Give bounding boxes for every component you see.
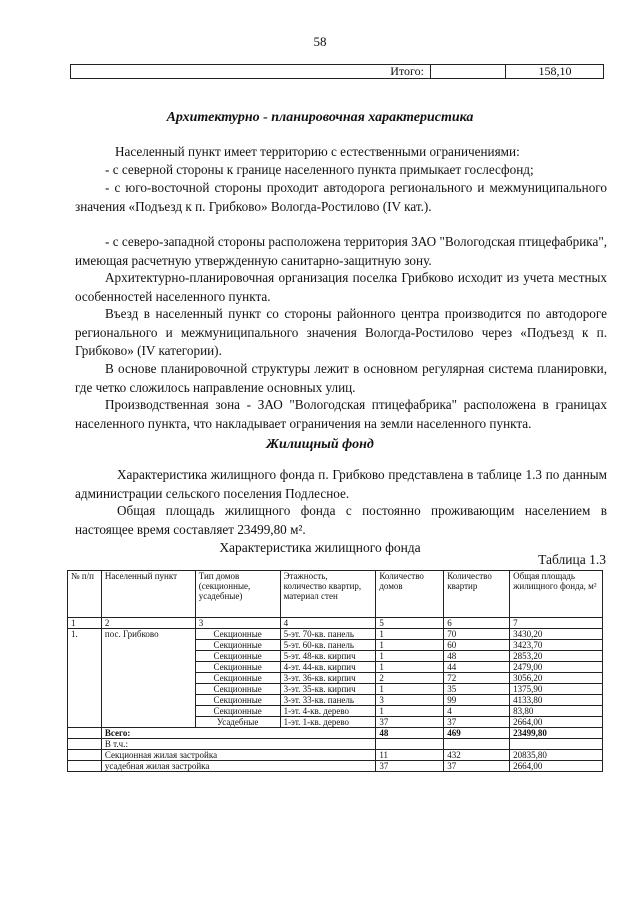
floors-flats-material: 5-эт. 60-кв. панель: [280, 640, 376, 651]
header-cell: Количество квартир: [444, 571, 510, 618]
house-count: 1: [376, 640, 444, 651]
sub-row: [68, 761, 603, 772]
house-type: Секционные: [195, 662, 280, 673]
table-number: Таблица 1.3: [538, 552, 606, 567]
total-area: 1375,90: [510, 684, 603, 695]
flat-count: 60: [444, 640, 510, 651]
flat-count: 48: [444, 651, 510, 662]
total-area: 3056,20: [510, 673, 603, 684]
house-type: Усадебные: [195, 717, 280, 728]
empty-cell: [444, 739, 510, 750]
arch-paragraph: Населенный пункт имеет территорию с естественными ограничениями:: [115, 144, 520, 159]
incl-row: [68, 739, 603, 750]
empty-cell: [510, 739, 603, 750]
flat-count: 35: [444, 684, 510, 695]
empty-cell: [68, 750, 102, 761]
sub-row-flats: 432: [444, 750, 510, 761]
house-count: 2: [376, 673, 444, 684]
sub-row-area: 2664,00: [510, 761, 603, 772]
top-total-value: 158,10: [505, 65, 604, 78]
header-cell: Общая площадь жилищного фонда, м²: [510, 571, 603, 618]
column-number: 2: [101, 618, 195, 629]
house-type: Секционные: [195, 629, 280, 640]
total-area: 2853,20: [510, 651, 603, 662]
settlement-name: пос. Грибково: [101, 629, 195, 728]
sub-row-houses: 37: [376, 761, 444, 772]
header-cell: Количество домов: [376, 571, 444, 618]
table-caption: Характеристика жилищного фонда: [219, 540, 421, 555]
house-count: 3: [376, 695, 444, 706]
sub-row-area: 20835,80: [510, 750, 603, 761]
table-row: [68, 629, 603, 640]
header-cell: Тип домов (секционные, усадебные): [195, 571, 280, 618]
total-flats: 469: [444, 728, 510, 739]
header-cell: № п/п: [68, 571, 102, 618]
top-total-label: Итого:: [71, 65, 431, 78]
flat-count: 4: [444, 706, 510, 717]
arch-paragraph: В основе планировочной структуры лежит в основном регулярная система планировки, где четко сложилось направление основных улиц.: [75, 361, 607, 395]
floors-flats-material: 5-эт. 48-кв. кирпич: [280, 651, 376, 662]
flat-count: 37: [444, 717, 510, 728]
arch-paragraph: Въезд в населенный пункт со стороны районного центра производится по автодороге регионального и межмуниципального значения Вологда-Ростилово через «Подъезд к п. Грибково» (IV категории).: [75, 306, 607, 358]
column-number: 3: [195, 618, 280, 629]
floors-flats-material: 1-эт. 4-кв. дерево: [280, 706, 376, 717]
arch-paragraph: Архитектурно-планировочная организация поселка Грибково исходит из учета местных особенностей населенного пункта.: [75, 270, 607, 304]
column-number: 7: [510, 618, 603, 629]
column-number: 1: [68, 618, 102, 629]
arch-paragraph: - с северо-западной стороны расположена территория ЗАО "Вологодская птицефабрика", имеющая расчетную утвержденную санитарно-защитную зону.: [75, 234, 607, 268]
total-area: 2479,00: [510, 662, 603, 673]
flat-count: 72: [444, 673, 510, 684]
house-type: Секционные: [195, 651, 280, 662]
flat-count: 99: [444, 695, 510, 706]
house-count: 1: [376, 706, 444, 717]
sub-row: [68, 750, 603, 761]
floors-flats-material: 3-эт. 35-кв. кирпич: [280, 684, 376, 695]
arch-paragraph: - с северной стороны к границе населенного пункта примыкает гослесфонд;: [105, 162, 534, 177]
empty-cell: [68, 728, 102, 739]
column-number: 6: [444, 618, 510, 629]
page-number: 58: [313, 34, 327, 49]
incl-label: В т.ч.:: [101, 739, 375, 750]
fond-paragraph: Характеристика жилищного фонда п. Грибково представлена в таблице 1.3 по данным администрации сельского поселения Подлесное.: [75, 467, 607, 501]
house-count: 1: [376, 662, 444, 673]
flat-count: 44: [444, 662, 510, 673]
total-area: 2664,00: [510, 717, 603, 728]
total-area: 3430,20: [510, 629, 603, 640]
sub-row-label: Секционная жилая застройка: [101, 750, 375, 761]
floors-flats-material: 4-эт. 44-кв. кирпич: [280, 662, 376, 673]
column-number: 5: [376, 618, 444, 629]
floors-flats-material: 5-эт. 70-кв. панель: [280, 629, 376, 640]
total-area-sum: 23499,80: [510, 728, 603, 739]
total-area: 83,80: [510, 706, 603, 717]
table-total-row: [68, 728, 603, 739]
house-count: 37: [376, 717, 444, 728]
total-houses: 48: [376, 728, 444, 739]
row-number: 1.: [68, 629, 102, 728]
empty-cell: [68, 739, 102, 750]
total-area: 4133,80: [510, 695, 603, 706]
total-label: Всего:: [101, 728, 375, 739]
empty-cell: [376, 739, 444, 750]
sub-row-flats: 37: [444, 761, 510, 772]
column-number-row: [68, 618, 603, 629]
top-total-row: [70, 64, 604, 79]
header-cell: Этажность, количество квартир, материал стен: [280, 571, 376, 618]
floors-flats-material: 3-эт. 36-кв. кирпич: [280, 673, 376, 684]
sub-row-houses: 11: [376, 750, 444, 761]
fond-section-title: Жилищный фонд: [266, 437, 374, 452]
floors-flats-material: 3-эт. 33-кв. панель: [280, 695, 376, 706]
arch-paragraph: Производственная зона - ЗАО "Вологодская птицефабрика" расположена в границах населенного пункта, что накладывает ограничения на земли населенного пункта.: [75, 397, 607, 431]
house-type: Секционные: [195, 640, 280, 651]
house-count: 1: [376, 629, 444, 640]
house-type: Секционные: [195, 706, 280, 717]
fond-paragraph: Общая площадь жилищного фонда с постоянно проживающим населением в настоящее время составляет 23499,80 м².: [75, 503, 607, 537]
empty-cell: [68, 761, 102, 772]
floors-flats-material: 1-эт. 1-кв. дерево: [280, 717, 376, 728]
house-count: 1: [376, 651, 444, 662]
table-header-row: [68, 571, 603, 618]
house-type: Секционные: [195, 695, 280, 706]
sub-row-label: усадебная жилая застройка: [101, 761, 375, 772]
column-number: 4: [280, 618, 376, 629]
house-type: Секционные: [195, 673, 280, 684]
arch-paragraph: - с юго-восточной стороны проходит автодорога регионального и межмуниципального значения «Подъезд к п. Грибково» Вологда-Ростилово (IV кат.).: [75, 180, 607, 214]
house-type: Секционные: [195, 684, 280, 695]
housing-table: [67, 570, 603, 772]
total-area: 3423,70: [510, 640, 603, 651]
arch-section-title: Архитектурно - планировочная характеристика: [166, 110, 474, 125]
header-cell: Населенный пункт: [101, 571, 195, 618]
house-count: 1: [376, 684, 444, 695]
flat-count: 70: [444, 629, 510, 640]
